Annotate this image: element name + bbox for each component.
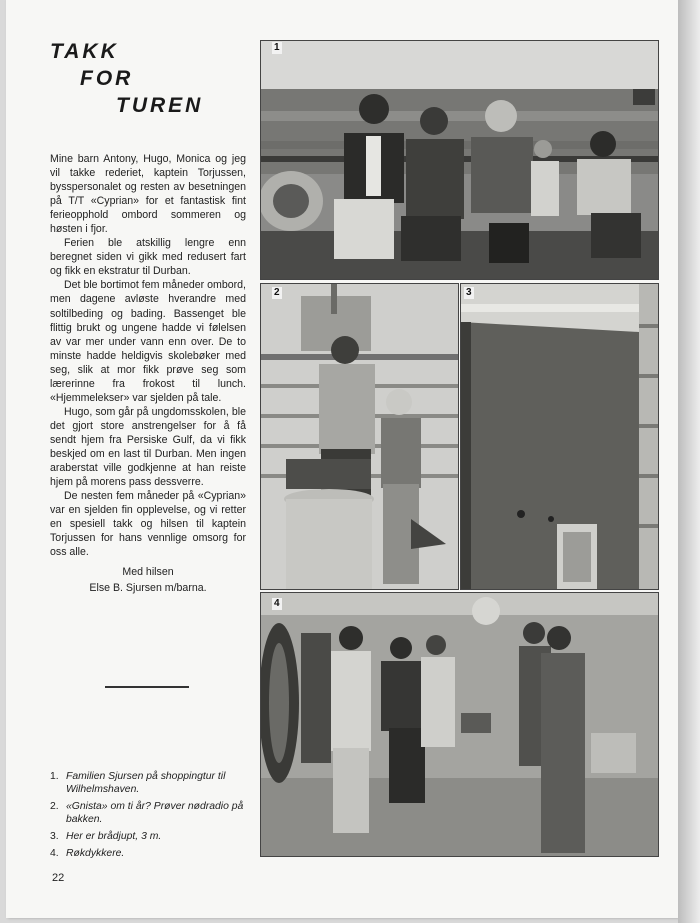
paragraph: Ferien ble atskillig lengre enn beregnet siden vi gikk med redusert fart og fikk en ekstratur til Durban. xyxy=(50,237,246,278)
paragraph: Hugo, som går på ungdomsskolen, ble det gjort store anstrengelser for å få sendt hjem fra Persiske Gulf, da vi fikk beskjed om en last til Durban. Men ingen araberstat ville godkjenne at han reiste hjem på morens pass dessverre. xyxy=(50,405,246,489)
caption-text: Familien Sjursen på shoppingtur til Wilhelmshaven. xyxy=(66,771,226,795)
signature-block xyxy=(50,564,246,596)
page-number: 22 xyxy=(52,872,65,884)
caption-text: Røkdykkere. xyxy=(66,848,125,859)
caption-item xyxy=(50,800,255,826)
sign-greeting: Med hilsen xyxy=(122,566,174,579)
photo-label: 1 xyxy=(274,42,280,53)
article-title xyxy=(50,38,204,119)
photo-empty-pool xyxy=(460,283,659,590)
photo-smoke-divers xyxy=(260,592,659,857)
caption-text: Her er brådjupt, 3 m. xyxy=(66,831,162,842)
sign-name: Else B. Sjursen m/barna. xyxy=(89,582,207,595)
caption-text: «Gnista» om ti år? Prøver nødradio på bakken. xyxy=(66,801,244,825)
photo-label: 3 xyxy=(466,287,472,298)
article-body xyxy=(50,152,246,596)
photo-label: 2 xyxy=(274,287,280,298)
caption-number: 4. xyxy=(50,848,59,859)
caption-item xyxy=(50,830,255,843)
caption-number: 2. xyxy=(50,801,59,812)
caption-number: 3. xyxy=(50,831,59,842)
caption-number: 1. xyxy=(50,771,59,782)
photo-family-on-deck xyxy=(260,40,659,280)
photo-label: 4 xyxy=(274,598,280,609)
page-edge-shadow xyxy=(678,0,700,923)
photo-captions xyxy=(50,770,255,864)
caption-item xyxy=(50,847,255,860)
title-line-2: FOR xyxy=(80,67,134,90)
caption-item xyxy=(50,770,255,796)
photo-radio-test xyxy=(260,283,459,590)
divider-rule xyxy=(105,686,189,688)
paragraph: Mine barn Antony, Hugo, Monica og jeg vil takke rederiet, kaptein Torjussen, bysspersonalet og resten av besetningen på T/T «Cyprian» for et fantastisk fint ferieopphold ombord sommeren og høsten i fjor. xyxy=(50,153,246,236)
title-line-1: TAKK xyxy=(50,40,119,63)
paragraph: Det ble bortimot fem måneder ombord, men dagene avløste hverandre med soltilbeding og bading. Bassenget ble flittig brukt og ungene hadde vi følelsen av var mer under vann enn over. De to minste hadde heldigvis skolebøker med seg, slik at mor fikk prøve seg som lærerinne fra frokost til lunch. «Hjemmelekser» var sjelden på tale. xyxy=(50,279,246,404)
title-line-3: TUREN xyxy=(116,94,204,117)
paragraph: De nesten fem måneder på «Cyprian» var en sjelden fin opplevelse, og vi retter en spesiell takk og hilsen til kaptein Torjussen for hans vennlige omsorg for oss alle. xyxy=(50,490,246,559)
